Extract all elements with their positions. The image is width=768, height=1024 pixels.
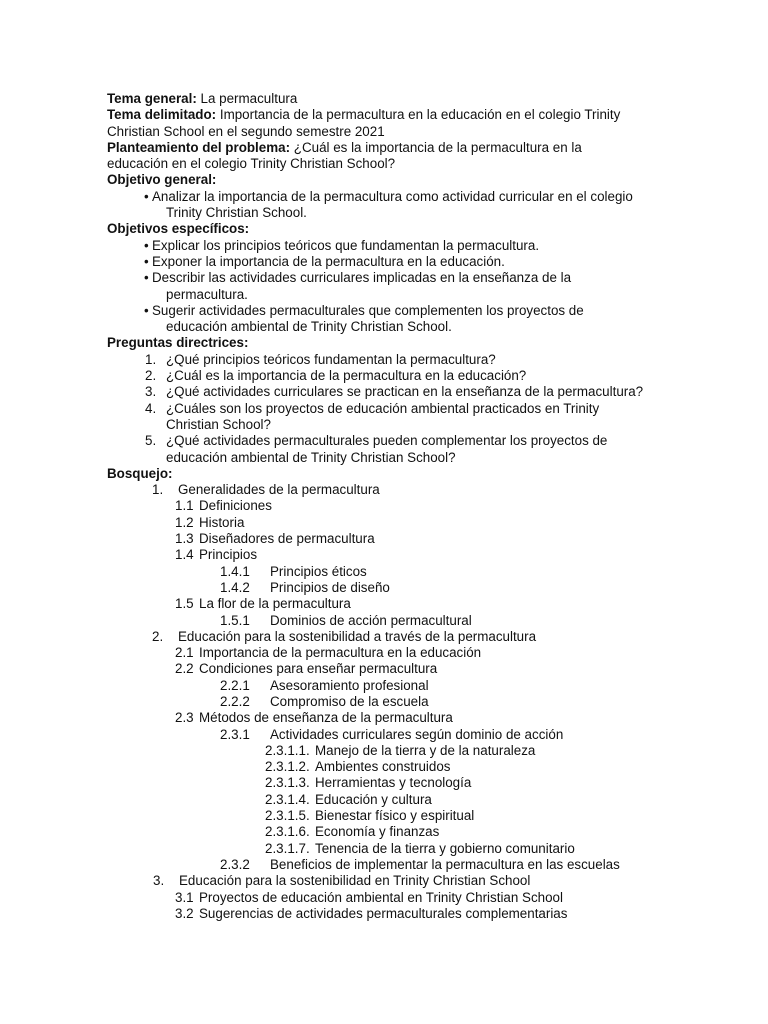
- pregunta-number: 1.: [145, 351, 157, 367]
- outline-item: [107, 596, 667, 612]
- preguntas-list: [107, 352, 667, 466]
- objetivo-especifico-text: [152, 238, 539, 254]
- tema-delimitado-cont: Christian School en el segundo semestre 2021: [107, 123, 385, 139]
- outline-number: 2.3.1.4.: [265, 791, 310, 807]
- outline-number: 2.2.1: [220, 677, 250, 693]
- objetivo-especifico-line: Describir las actividades curriculares implicadas en la enseñanza de la: [152, 270, 572, 286]
- objetivo-general-item: [107, 189, 667, 222]
- outline-number: 3.2: [175, 905, 194, 921]
- objetivo-general-text: [152, 189, 633, 222]
- outline-number: 2.: [152, 628, 164, 644]
- outline-text: Manejo de la tierra y de la naturaleza: [315, 742, 536, 758]
- tema-delimitado: Tema delimitado: Importancia de la permacultura en la educación en el colegio Trinity: [107, 107, 621, 123]
- pregunta-text: [166, 368, 526, 384]
- outline-text: Diseñadores de permacultura: [199, 531, 375, 547]
- outline-item: [107, 727, 667, 743]
- bosquejo-outline: [107, 482, 667, 922]
- outline-text: Importancia de la permacultura en la educación: [199, 645, 482, 661]
- preguntas-heading: Preguntas directrices:: [107, 335, 249, 351]
- outline-number: 3.: [153, 873, 165, 889]
- outline-text: Principios: [199, 547, 258, 563]
- bosquejo-heading: Bosquejo:: [107, 465, 173, 481]
- pregunta-text: [166, 352, 496, 368]
- objetivo-especifico-text: [152, 270, 571, 303]
- pregunta-text: [166, 401, 599, 434]
- objetivo-general-list: [107, 189, 667, 222]
- outline-item: [107, 564, 667, 580]
- pregunta-line: ¿Cuáles son los proyectos de educación ambiental practicados en Trinity: [166, 400, 600, 416]
- bullet-glyph: •: [144, 253, 149, 269]
- outline-item: [107, 547, 667, 563]
- outline-item: [107, 710, 667, 726]
- outline-number: 2.3.2: [220, 856, 250, 872]
- outline-item: [107, 694, 667, 710]
- pregunta-line: ¿Qué actividades permaculturales pueden complementar los proyectos de: [166, 433, 608, 449]
- outline-number: 2.3.1.5.: [265, 808, 310, 824]
- outline-item: [107, 906, 667, 922]
- objetivo-general-line-cont: Trinity Christian School.: [166, 205, 307, 221]
- outline-text: Definiciones: [199, 498, 272, 514]
- outline-item: [107, 661, 667, 677]
- outline-text: Economía y finanzas: [315, 824, 440, 840]
- objetivo-especifico-item: [107, 254, 667, 270]
- outline-text: Compromiso de la escuela: [270, 693, 429, 709]
- outline-number: 2.3.1: [220, 726, 250, 742]
- pregunta-number: 5.: [145, 433, 157, 449]
- outline-text: Principios éticos: [270, 563, 367, 579]
- outline-item: [107, 775, 667, 791]
- outline-text: Métodos de enseñanza de la permacultura: [199, 710, 453, 726]
- outline-item: [107, 678, 667, 694]
- outline-item: [107, 759, 667, 775]
- outline-number: 2.3.1.1.: [265, 742, 310, 758]
- outline-number: 2.2: [175, 661, 194, 677]
- outline-text: Bienestar físico y espiritual: [315, 808, 475, 824]
- outline-text: Condiciones para enseñar permacultura: [199, 661, 438, 677]
- outline-number: 1.3: [175, 531, 194, 547]
- tema-general: Tema general: La permacultura: [107, 91, 298, 106]
- outline-text: Educación para la sostenibilidad en Trinity Christian School: [179, 873, 531, 889]
- pregunta-item: [107, 401, 667, 434]
- objetivo-especifico-line-cont: educación ambiental de Trinity Christian School.: [166, 319, 452, 335]
- planteamiento: Planteamiento del problema: ¿Cuál es la importancia de la permacultura en la: [107, 139, 582, 155]
- pregunta-text: [166, 433, 607, 466]
- objetivos-especificos-heading: Objetivos específicos:: [107, 221, 250, 237]
- outline-text: Educación para la sostenibilidad a través de la permacultura: [178, 628, 537, 644]
- pregunta-item: [107, 384, 667, 400]
- outline-number: 2.3: [175, 710, 194, 726]
- outline-text: Herramientas y tecnología: [315, 775, 472, 791]
- outline-text: Tenencia de la tierra y gobierno comunitario: [315, 840, 575, 856]
- outline-text: La flor de la permacultura: [199, 596, 351, 612]
- outline-item: [107, 792, 667, 808]
- pregunta-item: [107, 433, 667, 466]
- outline-text: Beneficios de implementar la permacultura en las escuelas: [270, 856, 620, 872]
- objetivo-especifico-line: Sugerir actividades permaculturales que complementen los proyectos de: [152, 302, 584, 318]
- outline-item: [107, 808, 667, 824]
- objetivo-especifico-line-cont: permacultura.: [166, 286, 248, 302]
- objetivo-especifico-item: [107, 238, 667, 254]
- pregunta-line: ¿Cuál es la importancia de la permacultura en la educación?: [166, 368, 527, 384]
- outline-number: 2.3.1.7.: [265, 840, 310, 856]
- outline-number: 2.2.2: [220, 693, 250, 709]
- pregunta-number: 2.: [145, 368, 157, 384]
- bullet-glyph: •: [144, 270, 149, 286]
- outline-text: Actividades curriculares según dominio de acción: [270, 726, 564, 742]
- outline-number: 1.1: [175, 498, 194, 514]
- outline-text: Educación y cultura: [315, 791, 432, 807]
- outline-number: 1.4.1: [220, 563, 250, 579]
- bullet-glyph: •: [144, 188, 149, 204]
- objetivo-especifico-item: [107, 270, 667, 303]
- outline-number: 1.2: [175, 514, 194, 530]
- outline-item: [107, 841, 667, 857]
- outline-text: Principios de diseño: [270, 579, 390, 595]
- pregunta-item: [107, 368, 667, 384]
- outline-item: [107, 515, 667, 531]
- outline-item: [107, 580, 667, 596]
- outline-item: [107, 645, 667, 661]
- outline-item: [107, 482, 667, 498]
- outline-item: [107, 890, 667, 906]
- pregunta-line: ¿Qué principios teóricos fundamentan la permacultura?: [166, 351, 496, 367]
- outline-text: Sugerencias de actividades permaculturales complementarias: [199, 905, 568, 921]
- pregunta-item: [107, 352, 667, 368]
- outline-item: [107, 743, 667, 759]
- outline-number: 2.3.1.6.: [265, 824, 310, 840]
- outline-text: Historia: [199, 514, 245, 530]
- outline-item: [107, 824, 667, 840]
- objetivo-general-heading: Objetivo general:: [107, 172, 217, 188]
- objetivo-especifico-item: [107, 303, 667, 336]
- document-page: [107, 91, 667, 922]
- outline-text: Ambientes construidos: [315, 759, 451, 775]
- pregunta-line-cont: Christian School?: [166, 416, 271, 432]
- pregunta-number: 3.: [145, 384, 157, 400]
- outline-item: [107, 857, 667, 873]
- planteamiento-cont: educación en el colegio Trinity Christian School?: [107, 156, 396, 172]
- objetivos-especificos-list: [107, 238, 667, 336]
- outline-number: 2.3.1.2.: [265, 759, 310, 775]
- outline-text: Dominios de acción permacultural: [270, 612, 472, 628]
- bullet-glyph: •: [144, 237, 149, 253]
- bullet-glyph: •: [144, 302, 149, 318]
- outline-number: 1.: [152, 482, 164, 498]
- outline-number: 1.5.1: [220, 612, 250, 628]
- outline-number: 1.4: [175, 547, 194, 563]
- outline-text: Proyectos de educación ambiental en Trinity Christian School: [199, 889, 563, 905]
- outline-item: [107, 629, 667, 645]
- pregunta-line: ¿Qué actividades curriculares se practican en la enseñanza de la permacultura?: [166, 384, 644, 400]
- pregunta-line-cont: educación ambiental de Trinity Christian School?: [166, 449, 456, 465]
- outline-item: [107, 498, 667, 514]
- pregunta-text: [166, 384, 643, 400]
- pregunta-number: 4.: [145, 400, 157, 416]
- outline-item: [107, 531, 667, 547]
- outline-number: 3.1: [175, 889, 194, 905]
- objetivo-especifico-text: [152, 303, 584, 336]
- outline-item: [107, 873, 667, 889]
- outline-number: 2.3.1.3.: [265, 775, 310, 791]
- outline-number: 1.5: [175, 596, 194, 612]
- objetivo-especifico-line: Exponer la importancia de la permacultura en la educación.: [152, 253, 505, 269]
- objetivo-especifico-line: Explicar los principios teóricos que fundamentan la permacultura.: [152, 237, 540, 253]
- outline-text: Generalidades de la permacultura: [178, 482, 380, 498]
- objetivo-general-line: Analizar la importancia de la permacultura como actividad curricular en el colegio: [152, 188, 633, 204]
- objetivo-especifico-text: [152, 254, 505, 270]
- outline-number: 1.4.2: [220, 579, 250, 595]
- outline-item: [107, 613, 667, 629]
- outline-text: Asesoramiento profesional: [270, 677, 429, 693]
- outline-number: 2.1: [175, 645, 194, 661]
